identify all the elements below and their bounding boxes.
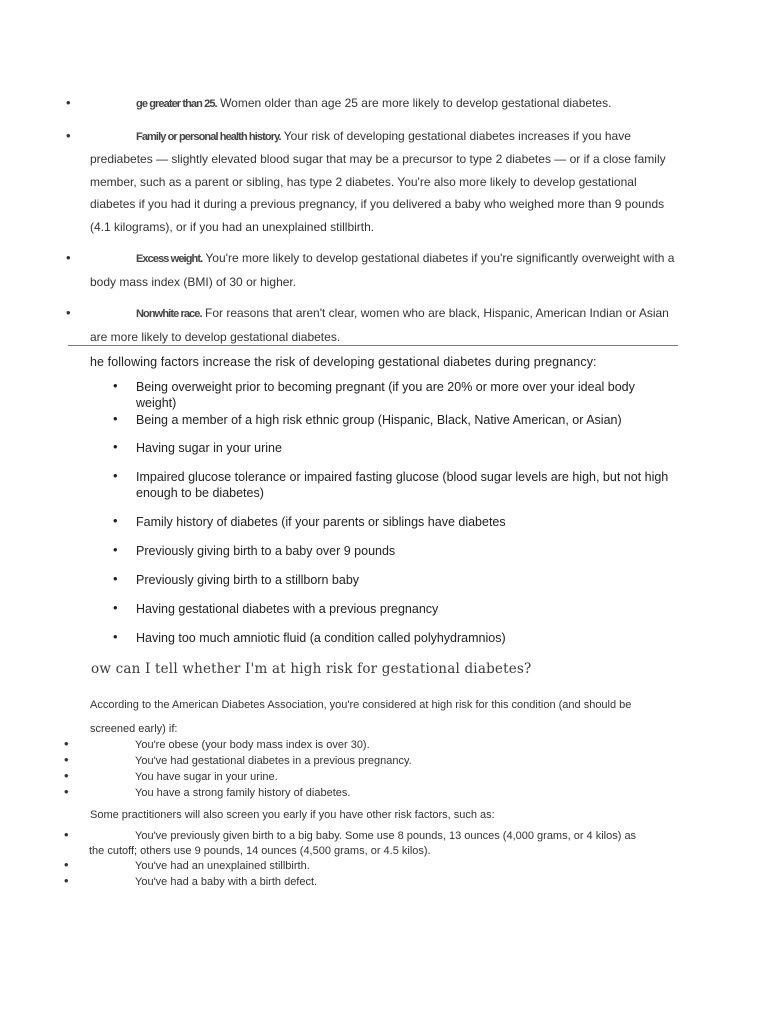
risk-term: Nonwhite race. xyxy=(136,308,202,320)
bullet: • xyxy=(66,127,71,143)
bullet: • xyxy=(113,542,118,557)
list-item: • Previously giving birth to a baby over 9 pounds xyxy=(113,542,396,558)
list-item: • You've had a baby with a birth defect. xyxy=(64,872,318,888)
risk-term: ge greater than 25. xyxy=(136,98,217,110)
list-item: • You have sugar in your urine. xyxy=(64,768,278,783)
bullet: • xyxy=(64,857,69,872)
list-item: • You've had gestational diabetes in a previous pregnancy. xyxy=(64,752,412,767)
bullet: • xyxy=(64,827,69,842)
bullet: • xyxy=(113,513,118,528)
section-divider xyxy=(68,345,678,346)
risk-item-weight xyxy=(66,247,680,293)
bullet: • xyxy=(64,784,69,799)
risk-term: Excess weight. xyxy=(136,253,203,265)
factors-list xyxy=(113,379,673,646)
bullet: • xyxy=(64,752,69,767)
bullet: • xyxy=(64,872,69,888)
bullet: • xyxy=(113,571,118,586)
list-item: • You've previously given birth to a big baby. Some use 8 pounds, 13 ounces (4,000 grams, or 4 kilos) as the cutoff; others use 9 pounds, 14 ounces (4,500 grams, or 4.5 kilos). xyxy=(64,827,637,857)
list-item: • You're obese (your body mass index is over 30). xyxy=(64,736,370,751)
section-heading: ow can I tell whether I'm at high risk for gestational diabetes? xyxy=(91,661,532,677)
risk-factors-list xyxy=(66,92,680,357)
risk-item-history xyxy=(66,125,680,239)
bullet: • xyxy=(66,250,71,265)
bullet: • xyxy=(66,95,71,110)
risk-text: You're more likely to develop gestational diabetes if you're significantly overweight with a body mass index (BMI) of 30 or higher. xyxy=(90,251,675,289)
list-item: • You've had an unexplained stillbirth. xyxy=(64,857,310,872)
risk-text: For reasons that aren't clear, women who are black, Hispanic, American Indian or Asian are more likely to develop gestational diabetes. xyxy=(90,306,669,344)
bullet: • xyxy=(113,378,118,393)
list-item: • You have a strong family history of diabetes. xyxy=(64,784,351,799)
list-item: • Having sugar in your urine xyxy=(113,439,282,455)
list-item: • Family history of diabetes (if your parents or siblings have diabetes xyxy=(113,513,506,529)
list-item: • Having too much amniotic fluid (a condition called polyhydramnios) xyxy=(113,629,506,645)
bullet: • xyxy=(113,439,118,454)
bullet: • xyxy=(113,468,118,483)
high-risk-list xyxy=(64,737,684,801)
list-item: • Having gestational diabetes with a previous pregnancy xyxy=(113,600,439,616)
risk-text: Your risk of developing gestational diabetes increases if you have prediabetes — slightly elevated blood sugar that may be a precursor to type 2 diabetes — or if a close family member, such as a parent or sibling, has type 2 diabetes. You're also more likely to develop gestational diabetes if you had it during a previous pregnancy, if you delivered a baby who weighed more than 9 pounds (4.1 kilograms), or if you had an unexplained stillbirth. xyxy=(90,128,666,234)
risk-item-race xyxy=(66,302,680,348)
list-item: • Being overweight prior to becoming pregnant (if you are 20% or more over your ideal body weight) xyxy=(113,378,635,410)
bullet: • xyxy=(113,629,118,644)
bullet: • xyxy=(64,736,69,751)
factors-intro: he following factors increase the risk of developing gestational diabetes during pregnancy: xyxy=(90,355,597,369)
other-factors-list xyxy=(64,829,684,889)
list-item: • Previously giving birth to a stillborn baby xyxy=(113,571,360,587)
other-factors-intro: Some practitioners will also screen you early if you have other risk factors, such as: xyxy=(90,809,495,821)
risk-text: Women older than age 25 are more likely to develop gestational diabetes. xyxy=(220,96,612,110)
risk-term: Family or personal health history. xyxy=(136,130,281,143)
bullet: • xyxy=(64,768,69,783)
bullet: • xyxy=(66,305,71,320)
screening-intro: According to the American Diabetes Association, you're considered at high risk for this condition (and should be screened early) if: xyxy=(90,699,632,735)
risk-item-age xyxy=(66,92,680,116)
list-item: • Impaired glucose tolerance or impaired fasting glucose (blood sugar levels are high, but not high enough to be diabetes) xyxy=(113,468,669,500)
bullet: • xyxy=(113,600,118,615)
list-item: • Being a member of a high risk ethnic group (Hispanic, Black, Native American, or Asian) xyxy=(113,411,622,427)
bullet: • xyxy=(113,411,118,426)
